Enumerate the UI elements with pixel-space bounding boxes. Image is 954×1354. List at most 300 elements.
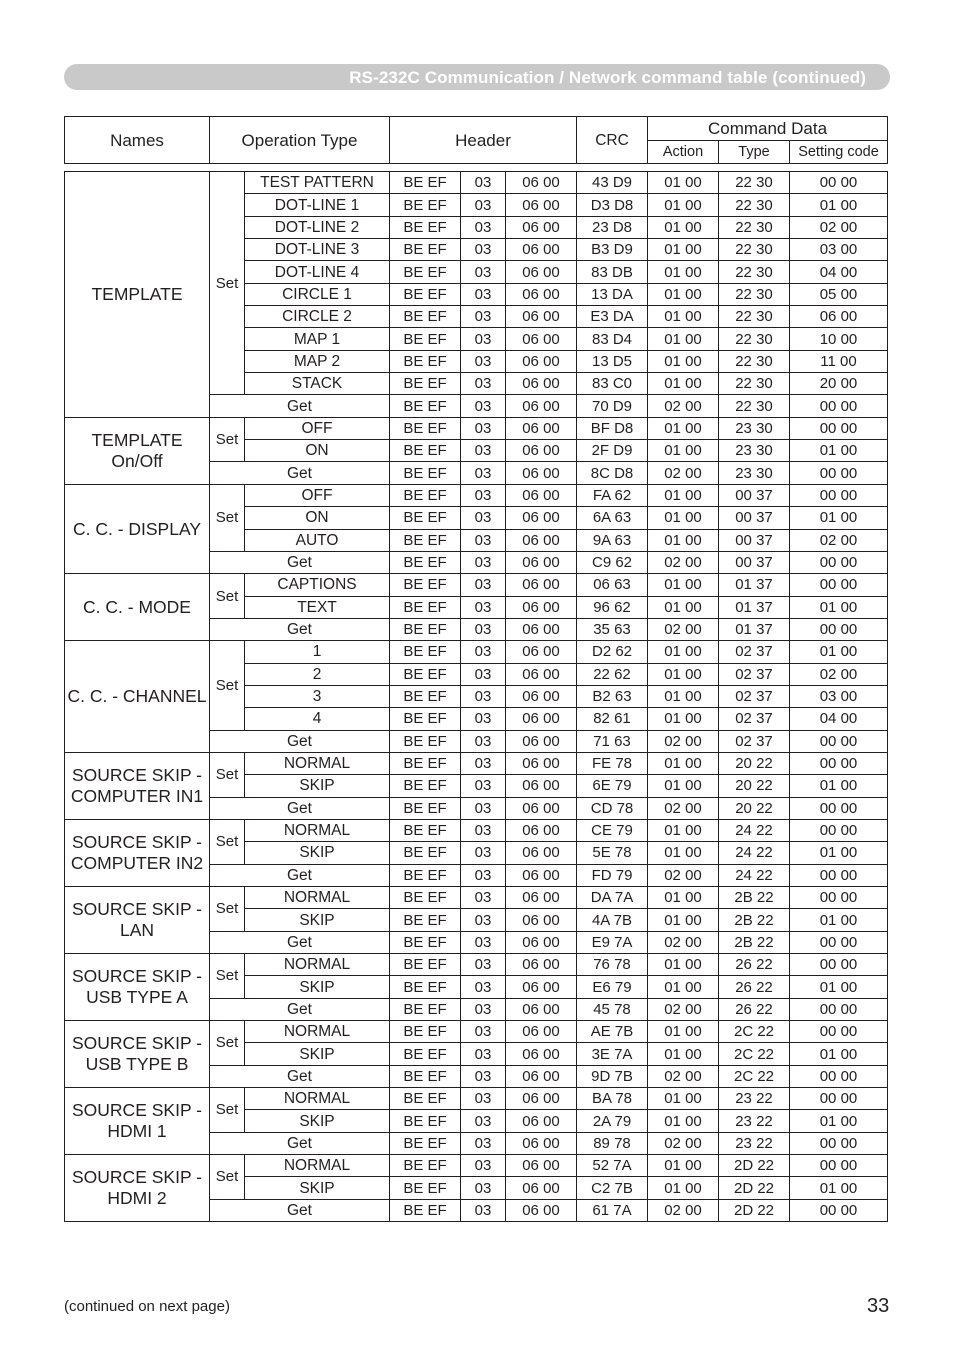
header-byte-2: 03 — [461, 752, 506, 774]
type-cell: 2C 22 — [719, 1043, 790, 1065]
action-cell: 01 00 — [648, 708, 719, 730]
header-byte-3: 06 00 — [506, 172, 577, 194]
header-byte-1: BE EF — [390, 529, 461, 551]
set-label: Set — [210, 484, 245, 551]
operation-get-cell: Get — [210, 551, 390, 573]
type-cell: 23 30 — [719, 417, 790, 439]
header-byte-3: 06 00 — [506, 1110, 577, 1132]
setting-code-cell: 20 00 — [790, 373, 888, 395]
setting-code-cell: 00 00 — [790, 1132, 888, 1154]
header-byte-3: 06 00 — [506, 931, 577, 953]
header-byte-1: BE EF — [390, 641, 461, 663]
operation-cell: SKIP — [245, 842, 390, 864]
action-cell: 01 00 — [648, 328, 719, 350]
crc-cell: 83 D4 — [577, 328, 648, 350]
header-byte-2: 03 — [461, 194, 506, 216]
type-cell: 20 22 — [719, 797, 790, 819]
crc-cell: 83 DB — [577, 261, 648, 283]
header-byte-3: 06 00 — [506, 842, 577, 864]
command-table-header — [64, 116, 888, 164]
header-byte-1: BE EF — [390, 440, 461, 462]
command-name: C. C. - CHANNEL — [65, 641, 210, 753]
crc-cell: FA 62 — [577, 484, 648, 506]
header-byte-3: 06 00 — [506, 685, 577, 707]
type-cell: 2B 22 — [719, 931, 790, 953]
action-cell: 01 00 — [648, 440, 719, 462]
crc-cell: C9 62 — [577, 551, 648, 573]
action-cell: 01 00 — [648, 350, 719, 372]
type-cell: 22 30 — [719, 373, 790, 395]
action-cell: 01 00 — [648, 529, 719, 551]
operation-get-cell: Get — [210, 462, 390, 484]
action-cell: 01 00 — [648, 574, 719, 596]
setting-code-cell: 01 00 — [790, 596, 888, 618]
header-byte-1: BE EF — [390, 395, 461, 417]
header-byte-2: 03 — [461, 1110, 506, 1132]
type-cell: 23 22 — [719, 1132, 790, 1154]
action-cell: 02 00 — [648, 864, 719, 886]
setting-code-cell: 00 00 — [790, 730, 888, 752]
type-cell: 01 37 — [719, 596, 790, 618]
header-byte-2: 03 — [461, 976, 506, 998]
set-label: Set — [210, 172, 245, 395]
crc-cell: 45 78 — [577, 998, 648, 1020]
command-name: SOURCE SKIP - COMPUTER IN1 — [65, 752, 210, 819]
action-cell: 02 00 — [648, 618, 719, 640]
setting-code-cell: 05 00 — [790, 283, 888, 305]
type-cell: 23 30 — [719, 440, 790, 462]
header-byte-2: 03 — [461, 261, 506, 283]
setting-code-cell: 00 00 — [790, 752, 888, 774]
operation-cell: OFF — [245, 417, 390, 439]
setting-code-cell: 01 00 — [790, 440, 888, 462]
action-cell: 02 00 — [648, 998, 719, 1020]
crc-cell: BA 78 — [577, 1088, 648, 1110]
col-header-command-data: Command Data — [648, 117, 888, 141]
col-header-crc: CRC — [577, 117, 648, 164]
type-cell: 2C 22 — [719, 1021, 790, 1043]
operation-cell: SKIP — [245, 976, 390, 998]
crc-cell: 89 78 — [577, 1132, 648, 1154]
setting-code-cell: 01 00 — [790, 641, 888, 663]
header-byte-1: BE EF — [390, 261, 461, 283]
type-cell: 22 30 — [719, 216, 790, 238]
setting-code-cell: 01 00 — [790, 842, 888, 864]
header-byte-2: 03 — [461, 954, 506, 976]
header-byte-2: 03 — [461, 708, 506, 730]
header-byte-3: 06 00 — [506, 909, 577, 931]
header-byte-1: BE EF — [390, 462, 461, 484]
header-byte-2: 03 — [461, 663, 506, 685]
type-cell: 2D 22 — [719, 1177, 790, 1199]
header-byte-3: 06 00 — [506, 216, 577, 238]
header-byte-2: 03 — [461, 1177, 506, 1199]
crc-cell: 52 7A — [577, 1155, 648, 1177]
crc-cell: 35 63 — [577, 618, 648, 640]
action-cell: 02 00 — [648, 797, 719, 819]
header-byte-3: 06 00 — [506, 998, 577, 1020]
crc-cell: 96 62 — [577, 596, 648, 618]
type-cell: 26 22 — [719, 976, 790, 998]
crc-cell: DA 7A — [577, 887, 648, 909]
crc-cell: AE 7B — [577, 1021, 648, 1043]
header-byte-3: 06 00 — [506, 641, 577, 663]
crc-cell: 6E 79 — [577, 775, 648, 797]
header-byte-1: BE EF — [390, 1065, 461, 1087]
crc-cell: 8C D8 — [577, 462, 648, 484]
table-row — [65, 172, 888, 194]
type-cell: 22 30 — [719, 306, 790, 328]
operation-cell: OFF — [245, 484, 390, 506]
type-cell: 2B 22 — [719, 909, 790, 931]
action-cell: 01 00 — [648, 775, 719, 797]
setting-code-cell: 02 00 — [790, 216, 888, 238]
header-byte-1: BE EF — [390, 328, 461, 350]
operation-cell: STACK — [245, 373, 390, 395]
action-cell: 01 00 — [648, 641, 719, 663]
action-cell: 01 00 — [648, 596, 719, 618]
header-byte-2: 03 — [461, 328, 506, 350]
action-cell: 01 00 — [648, 887, 719, 909]
setting-code-cell: 00 00 — [790, 574, 888, 596]
header-byte-2: 03 — [461, 864, 506, 886]
setting-code-cell: 01 00 — [790, 507, 888, 529]
operation-cell: NORMAL — [245, 752, 390, 774]
header-byte-3: 06 00 — [506, 1177, 577, 1199]
header-byte-1: BE EF — [390, 350, 461, 372]
crc-cell: 4A 7B — [577, 909, 648, 931]
header-byte-1: BE EF — [390, 685, 461, 707]
header-byte-2: 03 — [461, 618, 506, 640]
setting-code-cell: 00 00 — [790, 551, 888, 573]
setting-code-cell: 00 00 — [790, 864, 888, 886]
header-byte-3: 06 00 — [506, 819, 577, 841]
operation-cell: NORMAL — [245, 887, 390, 909]
header-byte-1: BE EF — [390, 283, 461, 305]
type-cell: 02 37 — [719, 663, 790, 685]
crc-cell: 22 62 — [577, 663, 648, 685]
header-byte-1: BE EF — [390, 507, 461, 529]
type-cell: 22 30 — [719, 395, 790, 417]
crc-cell: D2 62 — [577, 641, 648, 663]
setting-code-cell: 00 00 — [790, 417, 888, 439]
operation-cell: SKIP — [245, 775, 390, 797]
header-byte-1: BE EF — [390, 1021, 461, 1043]
table-row — [65, 1021, 888, 1043]
operation-get-cell: Get — [210, 931, 390, 953]
header-byte-3: 06 00 — [506, 1021, 577, 1043]
header-byte-3: 06 00 — [506, 1155, 577, 1177]
type-cell: 22 30 — [719, 172, 790, 194]
header-byte-3: 06 00 — [506, 306, 577, 328]
header-byte-1: BE EF — [390, 306, 461, 328]
operation-cell: NORMAL — [245, 819, 390, 841]
setting-code-cell: 02 00 — [790, 529, 888, 551]
header-byte-1: BE EF — [390, 417, 461, 439]
header-byte-2: 03 — [461, 1065, 506, 1087]
table-row — [65, 574, 888, 596]
crc-cell: C2 7B — [577, 1177, 648, 1199]
header-byte-2: 03 — [461, 1043, 506, 1065]
table-row — [65, 417, 888, 439]
action-cell: 01 00 — [648, 1088, 719, 1110]
action-cell: 01 00 — [648, 1155, 719, 1177]
command-name: SOURCE SKIP - HDMI 1 — [65, 1088, 210, 1155]
header-byte-1: BE EF — [390, 842, 461, 864]
header-byte-1: BE EF — [390, 551, 461, 573]
operation-cell: MAP 1 — [245, 328, 390, 350]
header-byte-2: 03 — [461, 172, 506, 194]
set-label: Set — [210, 1088, 245, 1133]
header-byte-2: 03 — [461, 909, 506, 931]
header-byte-3: 06 00 — [506, 618, 577, 640]
action-cell: 02 00 — [648, 395, 719, 417]
header-byte-1: BE EF — [390, 775, 461, 797]
table-row — [65, 641, 888, 663]
header-byte-3: 06 00 — [506, 864, 577, 886]
header-byte-1: BE EF — [390, 574, 461, 596]
action-cell: 01 00 — [648, 1043, 719, 1065]
action-cell: 01 00 — [648, 663, 719, 685]
col-header-type: Type — [719, 141, 790, 164]
table-row — [65, 954, 888, 976]
action-cell: 01 00 — [648, 976, 719, 998]
crc-cell: 82 61 — [577, 708, 648, 730]
table-row — [65, 819, 888, 841]
crc-cell: D3 D8 — [577, 194, 648, 216]
setting-code-cell: 00 00 — [790, 931, 888, 953]
operation-cell: NORMAL — [245, 954, 390, 976]
type-cell: 22 30 — [719, 350, 790, 372]
header-byte-1: BE EF — [390, 484, 461, 506]
header-byte-2: 03 — [461, 887, 506, 909]
operation-cell: SKIP — [245, 1043, 390, 1065]
type-cell: 01 37 — [719, 574, 790, 596]
header-byte-1: BE EF — [390, 797, 461, 819]
header-byte-1: BE EF — [390, 373, 461, 395]
type-cell: 2C 22 — [719, 1065, 790, 1087]
type-cell: 24 22 — [719, 819, 790, 841]
table-row — [65, 484, 888, 506]
setting-code-cell: 00 00 — [790, 954, 888, 976]
continued-note: (continued on next page) — [64, 1298, 230, 1315]
header-byte-2: 03 — [461, 529, 506, 551]
header-byte-1: BE EF — [390, 909, 461, 931]
action-cell: 02 00 — [648, 931, 719, 953]
action-cell: 01 00 — [648, 954, 719, 976]
set-label: Set — [210, 574, 245, 619]
set-label: Set — [210, 1021, 245, 1066]
col-header-action: Action — [648, 141, 719, 164]
header-byte-1: BE EF — [390, 618, 461, 640]
action-cell: 01 00 — [648, 216, 719, 238]
col-header-header: Header — [390, 117, 577, 164]
operation-cell: 2 — [245, 663, 390, 685]
operation-cell: DOT-LINE 3 — [245, 239, 390, 261]
set-label: Set — [210, 641, 245, 730]
header-byte-2: 03 — [461, 819, 506, 841]
type-cell: 22 30 — [719, 261, 790, 283]
crc-cell: E3 DA — [577, 306, 648, 328]
operation-get-cell: Get — [210, 797, 390, 819]
col-header-operation-type: Operation Type — [210, 117, 390, 164]
operation-cell: DOT-LINE 1 — [245, 194, 390, 216]
crc-cell: E9 7A — [577, 931, 648, 953]
setting-code-cell: 03 00 — [790, 685, 888, 707]
action-cell: 01 00 — [648, 1021, 719, 1043]
setting-code-cell: 00 00 — [790, 819, 888, 841]
setting-code-cell: 01 00 — [790, 1043, 888, 1065]
header-byte-3: 06 00 — [506, 373, 577, 395]
header-byte-2: 03 — [461, 462, 506, 484]
header-byte-3: 06 00 — [506, 484, 577, 506]
action-cell: 02 00 — [648, 1065, 719, 1087]
header-byte-3: 06 00 — [506, 283, 577, 305]
header-byte-1: BE EF — [390, 864, 461, 886]
header-byte-1: BE EF — [390, 752, 461, 774]
setting-code-cell: 00 00 — [790, 1199, 888, 1221]
header-byte-2: 03 — [461, 350, 506, 372]
header-byte-1: BE EF — [390, 239, 461, 261]
header-byte-3: 06 00 — [506, 417, 577, 439]
command-table — [64, 171, 888, 1222]
type-cell: 02 37 — [719, 708, 790, 730]
header-byte-3: 06 00 — [506, 663, 577, 685]
header-byte-2: 03 — [461, 1199, 506, 1221]
type-cell: 26 22 — [719, 954, 790, 976]
header-byte-2: 03 — [461, 306, 506, 328]
operation-cell: 1 — [245, 641, 390, 663]
type-cell: 22 30 — [719, 328, 790, 350]
setting-code-cell: 00 00 — [790, 887, 888, 909]
header-byte-2: 03 — [461, 507, 506, 529]
action-cell: 01 00 — [648, 373, 719, 395]
set-label: Set — [210, 954, 245, 999]
setting-code-cell: 01 00 — [790, 909, 888, 931]
crc-cell: 2A 79 — [577, 1110, 648, 1132]
command-name: C. C. - MODE — [65, 574, 210, 641]
crc-cell: 06 63 — [577, 574, 648, 596]
operation-get-cell: Get — [210, 395, 390, 417]
header-byte-1: BE EF — [390, 663, 461, 685]
type-cell: 20 22 — [719, 752, 790, 774]
setting-code-cell: 00 00 — [790, 462, 888, 484]
header-byte-3: 06 00 — [506, 887, 577, 909]
action-cell: 01 00 — [648, 283, 719, 305]
type-cell: 22 30 — [719, 283, 790, 305]
type-cell: 24 22 — [719, 842, 790, 864]
action-cell: 02 00 — [648, 1132, 719, 1154]
action-cell: 01 00 — [648, 1177, 719, 1199]
crc-cell: 70 D9 — [577, 395, 648, 417]
setting-code-cell: 00 00 — [790, 395, 888, 417]
header-byte-3: 06 00 — [506, 730, 577, 752]
setting-code-cell: 11 00 — [790, 350, 888, 372]
type-cell: 23 22 — [719, 1110, 790, 1132]
type-cell: 00 37 — [719, 507, 790, 529]
type-cell: 2D 22 — [719, 1199, 790, 1221]
type-cell: 24 22 — [719, 864, 790, 886]
action-cell: 01 00 — [648, 194, 719, 216]
header-byte-3: 06 00 — [506, 797, 577, 819]
header-byte-2: 03 — [461, 775, 506, 797]
header-byte-1: BE EF — [390, 708, 461, 730]
setting-code-cell: 02 00 — [790, 663, 888, 685]
command-name: TEMPLATE — [65, 172, 210, 418]
setting-code-cell: 01 00 — [790, 976, 888, 998]
operation-get-cell: Get — [210, 864, 390, 886]
header-byte-2: 03 — [461, 685, 506, 707]
header-byte-3: 06 00 — [506, 1065, 577, 1087]
operation-cell: CIRCLE 1 — [245, 283, 390, 305]
crc-cell: E6 79 — [577, 976, 648, 998]
setting-code-cell: 03 00 — [790, 239, 888, 261]
operation-cell: NORMAL — [245, 1155, 390, 1177]
crc-cell: 13 D5 — [577, 350, 648, 372]
setting-code-cell: 01 00 — [790, 775, 888, 797]
action-cell: 02 00 — [648, 551, 719, 573]
header-byte-2: 03 — [461, 931, 506, 953]
operation-get-cell: Get — [210, 1199, 390, 1221]
header-byte-2: 03 — [461, 574, 506, 596]
crc-cell: 3E 7A — [577, 1043, 648, 1065]
header-byte-3: 06 00 — [506, 239, 577, 261]
crc-cell: FD 79 — [577, 864, 648, 886]
header-byte-1: BE EF — [390, 730, 461, 752]
header-byte-3: 06 00 — [506, 775, 577, 797]
type-cell: 00 37 — [719, 529, 790, 551]
setting-code-cell: 00 00 — [790, 618, 888, 640]
operation-cell: 4 — [245, 708, 390, 730]
col-header-setting-code: Setting code — [790, 141, 888, 164]
header-byte-1: BE EF — [390, 931, 461, 953]
header-byte-3: 06 00 — [506, 708, 577, 730]
header-byte-2: 03 — [461, 373, 506, 395]
header-byte-1: BE EF — [390, 887, 461, 909]
setting-code-cell: 01 00 — [790, 194, 888, 216]
header-byte-1: BE EF — [390, 1177, 461, 1199]
table-row — [65, 887, 888, 909]
header-byte-2: 03 — [461, 395, 506, 417]
operation-cell: AUTO — [245, 529, 390, 551]
header-byte-2: 03 — [461, 283, 506, 305]
type-cell: 23 22 — [719, 1088, 790, 1110]
operation-get-cell: Get — [210, 618, 390, 640]
header-byte-2: 03 — [461, 239, 506, 261]
type-cell: 02 37 — [719, 685, 790, 707]
header-byte-3: 06 00 — [506, 328, 577, 350]
type-cell: 22 30 — [719, 194, 790, 216]
header-byte-3: 06 00 — [506, 1132, 577, 1154]
header-byte-2: 03 — [461, 1155, 506, 1177]
type-cell: 23 30 — [719, 462, 790, 484]
crc-cell: 61 7A — [577, 1199, 648, 1221]
table-row — [65, 1155, 888, 1177]
header-byte-1: BE EF — [390, 998, 461, 1020]
header-byte-3: 06 00 — [506, 596, 577, 618]
setting-code-cell: 01 00 — [790, 1177, 888, 1199]
action-cell: 01 00 — [648, 752, 719, 774]
header-byte-2: 03 — [461, 440, 506, 462]
set-label: Set — [210, 752, 245, 797]
crc-cell: CD 78 — [577, 797, 648, 819]
header-byte-2: 03 — [461, 417, 506, 439]
crc-cell: 23 D8 — [577, 216, 648, 238]
type-cell: 00 37 — [719, 484, 790, 506]
header-byte-2: 03 — [461, 484, 506, 506]
operation-get-cell: Get — [210, 998, 390, 1020]
set-label: Set — [210, 417, 245, 462]
